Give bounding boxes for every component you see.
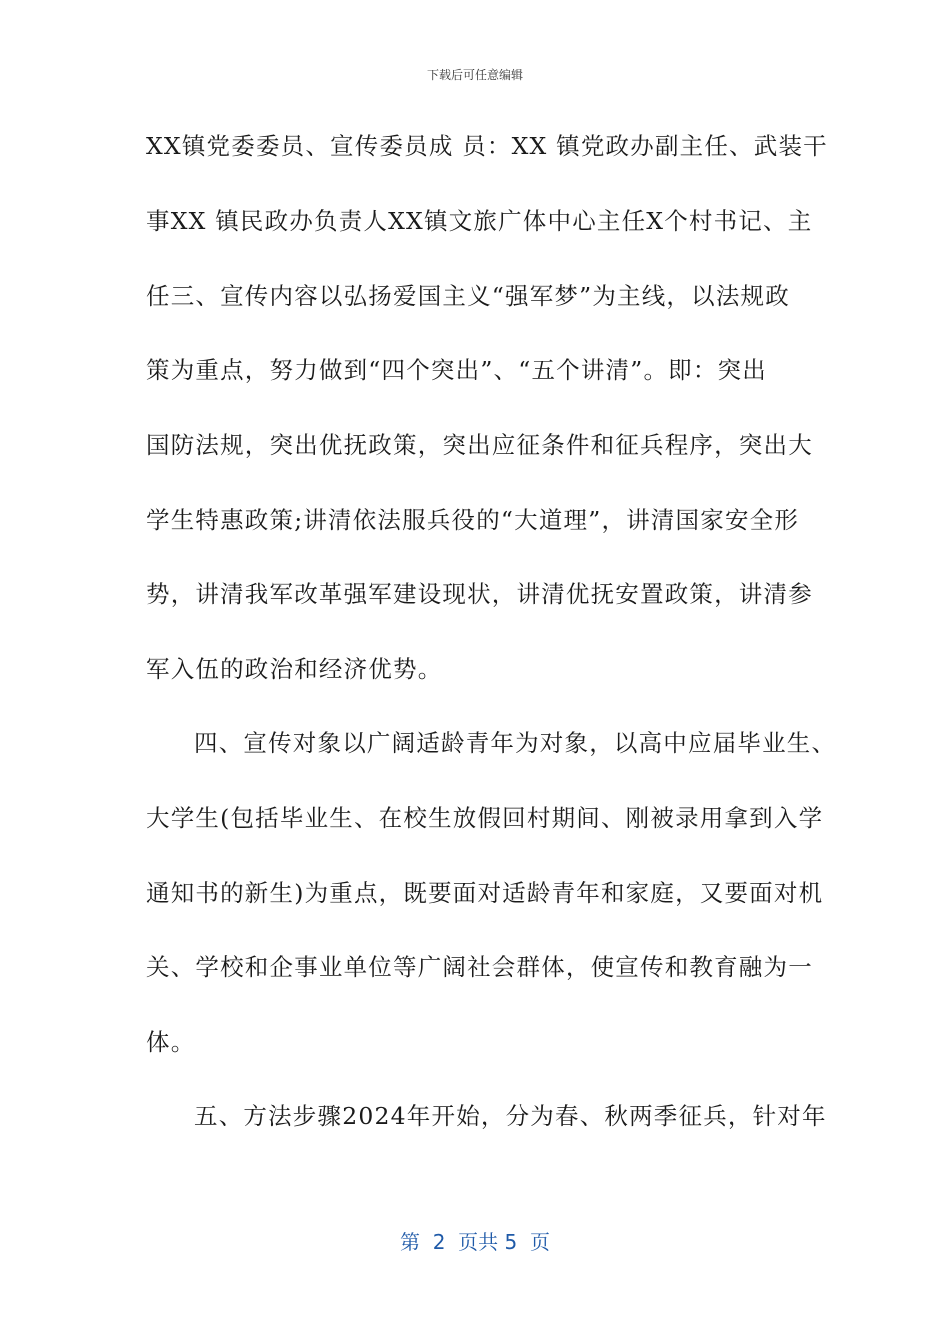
paragraph-first-line: 四、宣传对象以广阔适龄青年为对象，以高中应届毕业生、: [194, 729, 837, 757]
text-line: 军入伍的政治和经济优势。: [146, 655, 443, 683]
text-line: 策为重点，努力做到“四个突出”、“五个讲清”。即：突出: [146, 356, 767, 384]
page-header-note: 下载后可任意编辑: [426, 68, 523, 82]
paragraph-first-line: 五、方法步骤2024年开始，分为春、秋两季征兵，针对年: [194, 1102, 827, 1130]
text-line: 国防法规，突出优抚政策，突出应征条件和征兵程序，突出大: [146, 431, 813, 459]
text-line: 学生特惠政策;讲清依法服兵役的“大道理”，讲清国家安全形: [146, 506, 800, 534]
text-line: 大学生(包括毕业生、在校生放假回村期间、刚被录用拿到入学: [146, 804, 824, 832]
text-line: 体。: [146, 1028, 196, 1056]
text-line: 通知书的新生)为重点，既要面对适龄青年和家庭，又要面对机: [146, 879, 824, 907]
text-line: 势，讲清我军改革强军建设现状，讲清优抚安置政策，讲清参: [146, 580, 813, 608]
text-line: 事XX 镇民政办负责人XX镇文旅广体中心主任X个村书记、主: [146, 207, 813, 235]
text-line: 关、学校和企事业单位等广阔社会群体，使宣传和教育融为一: [146, 953, 813, 981]
page-number: 第 2 页共 5 页: [400, 1230, 550, 1254]
text-line: 任三、宣传内容以弘扬爱国主义“强军梦”为主线，以法规政: [146, 282, 790, 310]
text-line: XX镇党委委员、宣传委员成 员：XX 镇党政办副主任、武装干: [146, 132, 828, 160]
